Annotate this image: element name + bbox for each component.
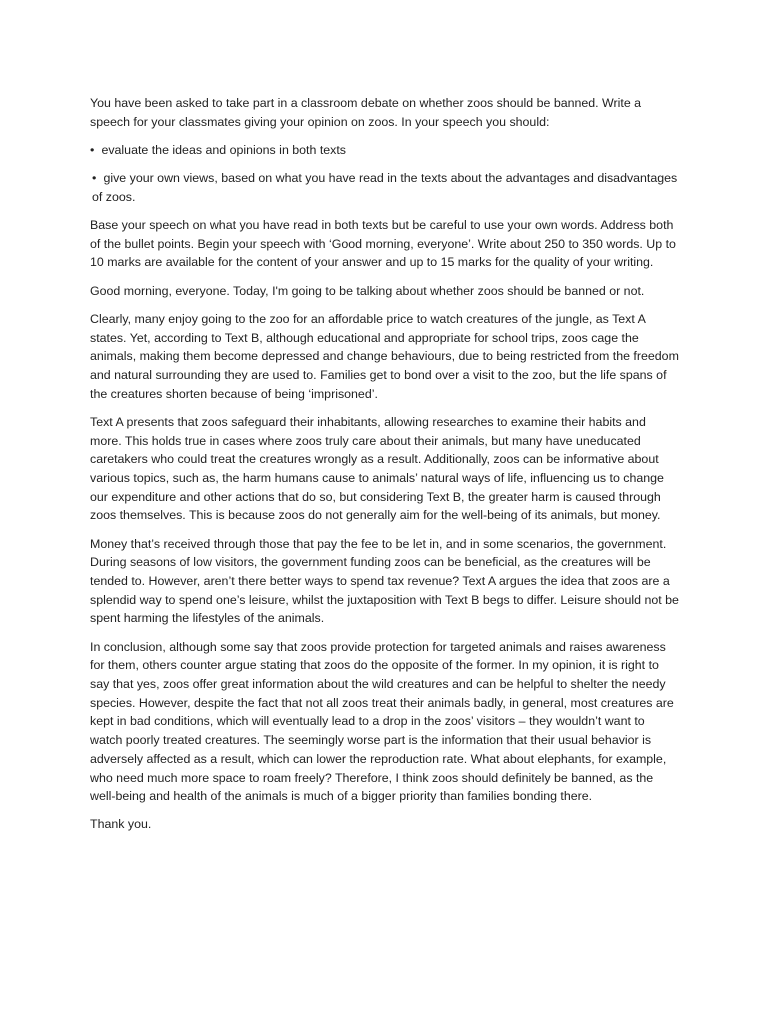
document-page <box>90 94 680 844</box>
speech-greeting: Good morning, everyone. Today, I'm going to be talking about whether zoos should be banned or not. <box>90 283 645 298</box>
speech-paragraph-4: In conclusion, although some say that zoos provide protection for targeted animals and raises awareness for them, others counter argue stating that zoos do the opposite of the former. In my opinion, it is right to say that yes, zoos offer great information about the wild creatures and can be helpful to shelter the needy species. However, despite the fact that not all zoos treat their animals badly, in general, most creatures are kept in bad conditions, which will eventually lead to a drop in the zoos’ visitors – they wouldn’t want to watch poorly treated creatures. The seemingly worse part is the information that their usual behavior is adversely affected as a result, which can lower the reproduction rate. What about elephants, for example, who need much more space to roam freely? Therefore, I think zoos should definitely be banned, as the well-being and health of the animals is much of a bigger priority than families bonding there. <box>90 639 674 804</box>
speech-closing: Thank you. <box>90 817 152 832</box>
prompt-intro: You have been asked to take part in a classroom debate on whether zoos should be banned. Write a speech for your classmates giving your opinion on zoos. In your speech you should: <box>90 96 642 129</box>
prompt-bullet-1 <box>90 141 680 160</box>
speech-paragraph-2: Text A presents that zoos safeguard their inhabitants, allowing researches to examine their habits and more. This holds true in cases where zoos truly care about their animals, but many have uneducated caretakers who could treat the creatures wrongly as a result. Additionally, zoos can be informative about various topics, such as, the harm humans cause to animals’ natural ways of life, influencing us to change our expenditure and other actions that do so, but considering Text B, the greater harm is caused through zoos themselves. This is because zoos do not generally aim for the well-being of its animals, but money. <box>90 414 664 523</box>
prompt-bullet-2-text: give your own views, based on what you have read in the texts about the advantages and disadvantages of zoos. <box>92 171 678 204</box>
bullet-icon: • <box>90 142 95 157</box>
prompt-bullet-2 <box>90 169 680 206</box>
prompt-instructions: Base your speech on what you have read in both texts but be careful to use your own words. Address both of the bullet points. Begin your speech with ‘Good morning, everyone’. Write about 250 to 350 words. Up to 10 marks are available for the content of your answer and up to 15 marks for the quality of your writing. <box>90 218 676 270</box>
speech-paragraph-1: Clearly, many enjoy going to the zoo for an affordable price to watch creatures of the jungle, as Text A states. Yet, according to Text B, although educational and appropriate for school trips, zoos cage the animals, making them become depressed and change behaviours, due to being restricted from the freedom and natural surrounding they are used to. Families get to bond over a visit to the zoo, but the life spans of the creatures shorten because of being ‘imprisoned’. <box>90 311 679 401</box>
bullet-icon: • <box>92 171 97 186</box>
prompt-bullet-1-text: evaluate the ideas and opinions in both texts <box>101 142 346 157</box>
speech-paragraph-3: Money that’s received through those that pay the fee to be let in, and in some scenarios, the government. During seasons of low visitors, the government funding zoos can be beneficial, as the creatures will be tended to. However, aren’t there better ways to spend tax revenue? Text A argues the idea that zoos are a splendid way to spend one’s leisure, whilst the juxtaposition with Text B begs to differ. Leisure should not be spent harming the lifestyles of the animals. <box>90 536 679 626</box>
